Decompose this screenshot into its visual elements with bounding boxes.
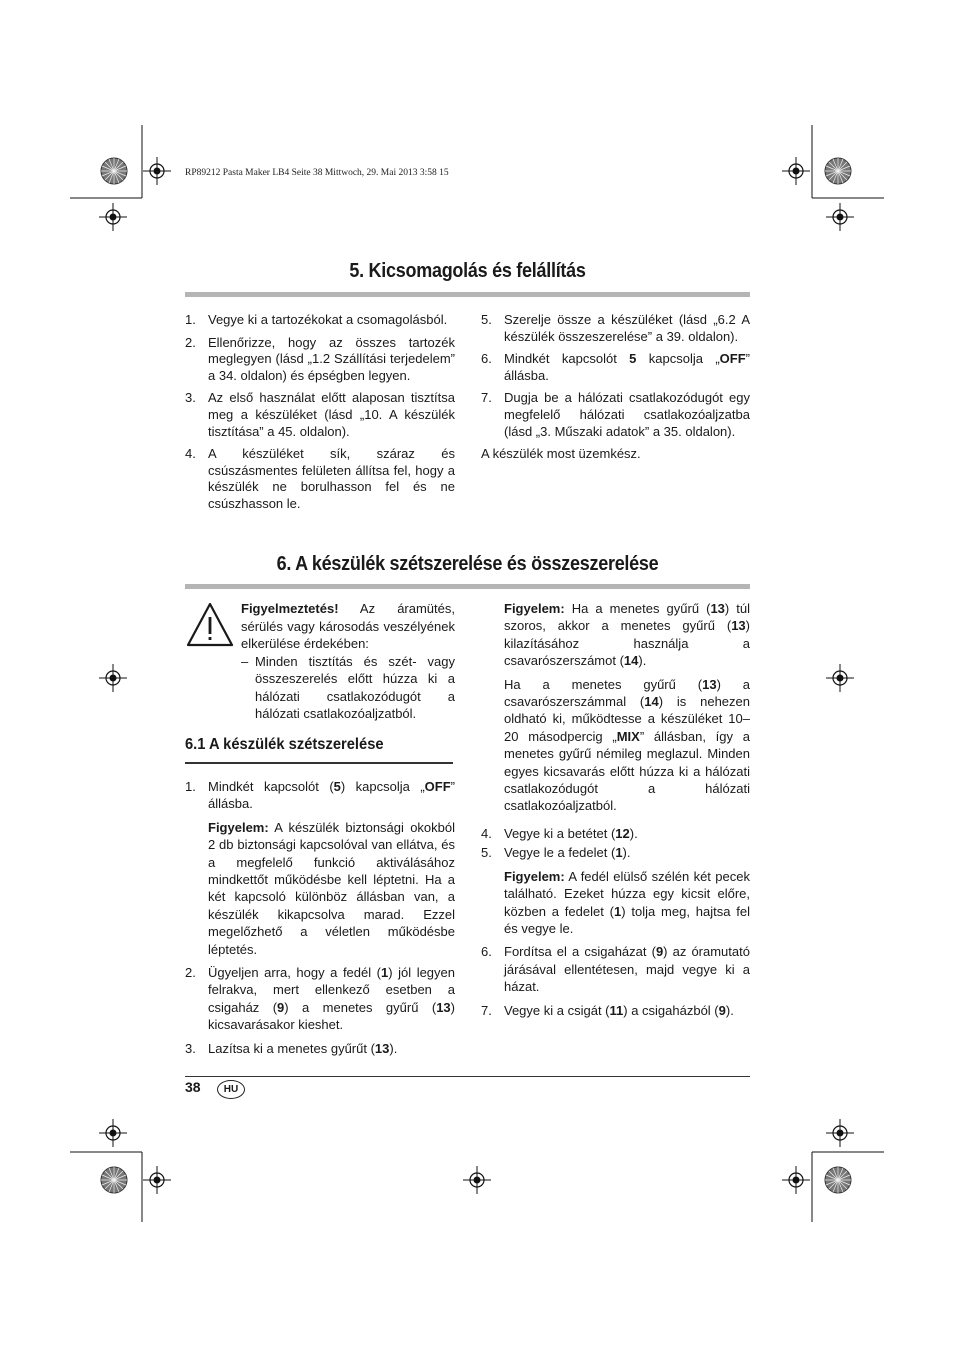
list-item: 2. Ügyeljen arra, hogy a fedél (1) jól legyen felrakva, mert ellenkező esetben a csigaház (9) a menetes gyűrű (13) kicsavarásakor kieshet.	[185, 965, 455, 1033]
paragraph: Ha a menetes gyűrű (13) a csavarószerszámmal (14) is nehezen oldható ki, működtesse a készüléket 10–20 másodpercig „MIX” állásban, így a menetes gyűrű némileg meglazul. Minden egyes kicsavarás előtt húzza ki a hálózati csatlakozódugót a hálózati csatlakozóaljzatból.	[504, 676, 751, 814]
color-target-icon	[825, 158, 851, 184]
registration-mark-icon	[99, 203, 127, 231]
section-5-title: 5. Kicsomagolás és felállítás	[349, 260, 586, 282]
note: Figyelem: Ha a menetes gyűrű (13) túl szoros, akkor a menetes gyűrű (13) kilazításához használja a csavarószerszámot (14).	[504, 601, 751, 669]
ready-note: A készülék most üzemkész.	[481, 446, 641, 462]
registration-mark-icon	[143, 1166, 171, 1194]
list-item: 2. Ellenőrizze, hogy az összes tartozék meglegyen (lásd „1.2 Szállítási terjedelem” a 34. oldalon) és épségben legyen.	[185, 334, 455, 383]
warning-triangle-icon	[185, 600, 235, 648]
registration-mark-icon	[463, 1166, 491, 1194]
registration-mark-icon	[99, 1119, 127, 1147]
note: Figyelem: A készülék biztonsági okokból 2 db biztonsági kapcsolóval van ellátva, és a megfelelő funkció aktiválásához mindkettőt működésbe kell léptetni. Ha a két kapcsoló különböz állásban van, a készülék kikapcsolva marad. Ezzel megelőzhető a véletlen működésbe léptetés.	[208, 819, 455, 957]
section-5-right-column	[481, 312, 750, 469]
subsection-6-1-title: 6.1 A készülék szétszerelése	[185, 736, 384, 753]
subsection-underline	[185, 762, 453, 764]
subsection-6-1-list	[185, 778, 455, 1063]
list-item: 6. Mindkét kapcsolót 5 kapcsolja „OFF” állásba.	[481, 351, 750, 383]
list-item: 3. Lazítsa ki a menetes gyűrűt (13).	[185, 1040, 398, 1056]
registration-mark-icon	[782, 1166, 810, 1194]
list-item: 1. Vegye ki a tartozékokat a csomagolásból.	[185, 312, 448, 327]
registration-mark-icon	[782, 157, 810, 185]
list-item: 7. Dugja be a hálózati csatlakozódugót egy megfelelő hálózati csatlakozóaljzatba (lásd „3. Műszaki adatok” a 35. oldalon).	[481, 390, 750, 439]
list-item: 6. Fordítsa el a csigaházat (9) az óramutató járásával ellentétesen, majd vegye ki a házat.	[481, 944, 750, 995]
registration-mark-icon	[143, 157, 171, 185]
registration-mark-icon	[826, 1119, 854, 1147]
footer-rule	[185, 1076, 750, 1077]
section-6-right-column	[481, 600, 750, 1025]
list-item: 3. Az első használat előtt alaposan tisztítsa meg a készüléket (lásd „10. A készülék tisztítása” a 45. oldalon).	[185, 390, 455, 439]
warning-text: Figyelmeztetés! Az áramütés, sérülés vagy károsodás veszélyének elkerülése érdekében: – Minden tisztítás és szét- vagy összeszerelés előtt húzza ki a hálózati csatlakozódugót a hálózati csatlakozóaljzatból.	[241, 601, 455, 721]
list-item: 5. Szerelje össze a készüléket (lásd „6.2 A készülék összeszerelése” a 39. oldalon).	[481, 312, 750, 344]
section-6-bar	[185, 584, 750, 589]
list-item: 5. Vegye le a fedelet (1). Figyelem: A fedél elülső szélén két pecek található. Ezeket húzza egy kicsit előre, közben a fedelet (1) tolja meg, hajtsa fel és vegye le.	[481, 845, 750, 936]
color-target-icon	[825, 1167, 851, 1193]
color-target-icon	[101, 1167, 127, 1193]
section-5-left-column	[185, 312, 455, 519]
registration-mark-icon	[826, 203, 854, 231]
section-6-title: 6. A készülék szétszerelése és összeszerelése	[276, 553, 659, 575]
list-item: 1. Mindkét kapcsolót (5) kapcsolja „OFF” állásba. Figyelem: A készülék biztonsági okokból 2 db biztonsági kapcsolóval van ellátva, és a megfelelő funkció aktiválásához mindkettőt működésbe kell léptetni. Ha a két kapcsoló különböz állásban van, a készülék kikapcsolva marad. Ezzel megelőzhető a véletlen működésbe léptetés.	[185, 779, 455, 957]
print-slug: RP89212 Pasta Maker LB4 Seite 38 Mittwoch, 29. Mai 2013 3:58 15	[185, 168, 449, 178]
warning-box	[185, 600, 455, 723]
color-target-icon	[101, 158, 127, 184]
note: Figyelem: A fedél elülső szélén két pecek található. Ezeket húzza egy kicsit előre, közben a fedelet (1) tolja meg, hajtsa fel és vegye le.	[504, 868, 750, 936]
list-item: 4. Vegye ki a betétet (12).	[481, 825, 638, 841]
registration-mark-icon	[99, 664, 127, 692]
section-5-bar	[185, 292, 750, 297]
warning-label: Figyelmeztetés!	[241, 601, 339, 616]
registration-mark-icon	[826, 664, 854, 692]
list-item: 4. A készüléket sík, száraz és csúszásmentes felületen állítsa fel, hogy a készülék ne borulhasson fel és ne csúszhasson le.	[185, 446, 455, 511]
list-item: 7. Vegye ki a csigát (11) a csigaházból (9).	[481, 1002, 734, 1018]
page-number: 38	[185, 1079, 201, 1095]
warning-bullet: – Minden tisztítás és szét- vagy összeszerelés előtt húzza ki a hálózati csatlakozódugót a hálózati csatlakozóaljzatból.	[241, 653, 455, 721]
language-badge: HU	[217, 1080, 245, 1099]
